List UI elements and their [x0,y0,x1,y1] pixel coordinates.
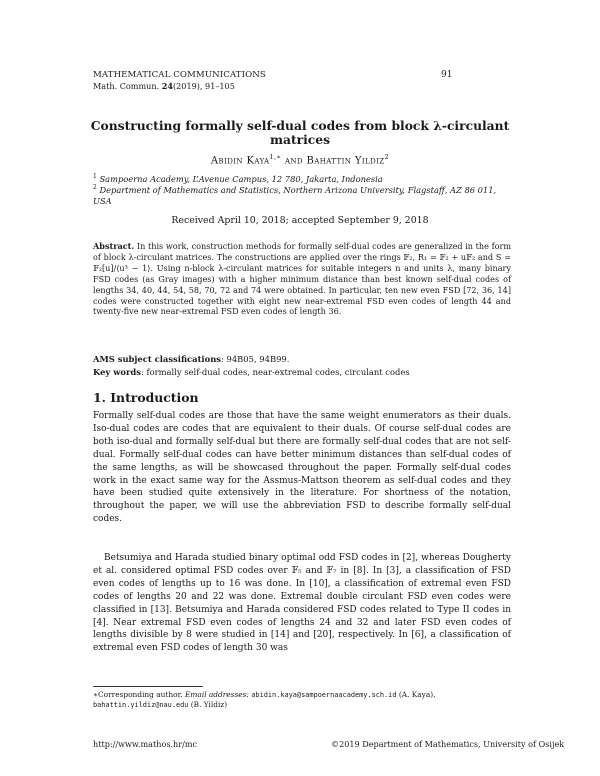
author-line [70,153,530,166]
abstract-text: In this work, construction methods for formally self-dual codes are generalized in the form of block λ-circulant matrices. The constructions are applied over the rings 𝔽₂, R₁ = 𝔽₂ + u𝔽₂ and S = 𝔽₂[u]/⟨u³ − 1⟩. Using n-block λ-circulant matrices for suitable integers n and units λ, many binary FSD codes (as Gray images) with a higher minimum distance than best known self-dual codes of lengths 34, 40, 44, 54, 58, 70, 72 and 74 were obtained. In particular, ten new even FSD [72, 36, 14] codes were constructed together with eight new near-extremal FSD even codes of length 44 and twenty-five new near-extremal FSD even codes of length 36. [93,241,512,317]
affiliation-1-text: Sampoerna Academy, L’Avenue Campus, 12 780, Jakarta, Indonesia [99,173,383,184]
abstract [93,241,511,317]
received-dates: Received April 10, 2018; accepted September 9, 2018 [171,215,429,226]
citation-suffix: (2019), 91–105 [172,81,235,91]
affiliation-2-text: Department of Mathematics and Statistics, Northern Arizona University, Flagstaff, AZ 86 011, USA [93,184,497,206]
footnote-lead: ∗Corresponding author. [93,690,183,699]
affiliation-1-mark: 1 [93,173,97,180]
section-number: 1. [93,390,106,405]
citation-volume: 24 [161,81,173,91]
author-2: Bahattin Yildiz [306,155,385,167]
citation-prefix: Math. Commun. [93,81,162,91]
copyright: ©2019 Department of Mathematics, University of Osijek [331,739,565,749]
keywords-text: : formally self-dual codes, near-extremal codes, circulant codes [140,367,410,377]
ams-classification [93,354,289,364]
section-title: Introduction [110,390,199,405]
email-yildiz[interactable]: bahattin.yildiz@nau.edu [93,701,189,709]
journal-citation [93,81,235,91]
affiliation-2 [93,182,510,207]
keywords-label: Key words [93,367,141,377]
ams-label: AMS subject classifications [93,354,222,364]
keywords [93,367,410,377]
paragraph-1: Formally self-dual codes are those that have the same weight enumerators as their duals. Iso-dual codes are codes that are equivalent to their duals. Of course self-dual codes are both iso-dual and formally self-dual but there are formally self-dual codes that are not self-dual. Formally self-dual codes can have better minimum distances than self-dual codes of the same lengths, as will be showcased throughout the paper. Formally self-dual codes work in the exact same way for the Assmus-Mattson theorem as self-dual codes and they have been studied quite extensively in the literature. For shortness of the notation, throughout the paper, we will use the abbreviation FSD to describe formally self-dual codes. [93,411,511,525]
paragraph-2: Betsumiya and Harada studied binary optimal odd FSD codes in [2], whereas Dougherty et al. considered optimal FSD codes over 𝔽₅ and 𝔽₇ in [8]. In [3], a classification of FSD even codes of lengths up to 16 was done. In [10], a classification of extremal even FSD codes of lengths 20 and 22 was done. Extremal double circulant FSD even codes were classified in [13]. Betsumiya and Harada considered FSD codes related to Type II codes in [4]. Near extremal FSD even codes of lengths 24 and 32 and later FSD even codes of lengths divisible by 8 were studied in [14] and [20], respectively. In [6], a classification of extremal even FSD codes of length 30 was [93,553,511,654]
ams-text: : 94B05, 94B99. [221,354,290,364]
author-2-marks: 2 [384,153,390,161]
author-1-marks: 1,∗ [269,153,282,161]
journal-name: MATHEMATICAL COMMUNICATIONS [93,70,266,80]
email-kaya[interactable]: abidin.kaya@sampoernaacademy.sch.id [251,691,397,699]
journal-url[interactable]: http://www.mathos.hr/mc [93,739,198,749]
footnote-email-label: Email addresses: [185,690,249,699]
author-1: Abidin Kaya [210,155,270,167]
section-heading [93,390,199,405]
footnote-name-1: (A. Kaya), [396,690,436,699]
author-connector: and [284,155,303,167]
footnote-name-2: (B. Yildiz) [188,700,228,709]
page-number: 91 [441,70,453,80]
footnote-rule [93,686,203,687]
footnote [93,690,511,710]
affiliation-2-mark: 2 [93,184,97,191]
abstract-label: Abstract. [93,241,135,251]
paper-title: Constructing formally self-dual codes from block λ-circulant matrices [90,118,510,147]
